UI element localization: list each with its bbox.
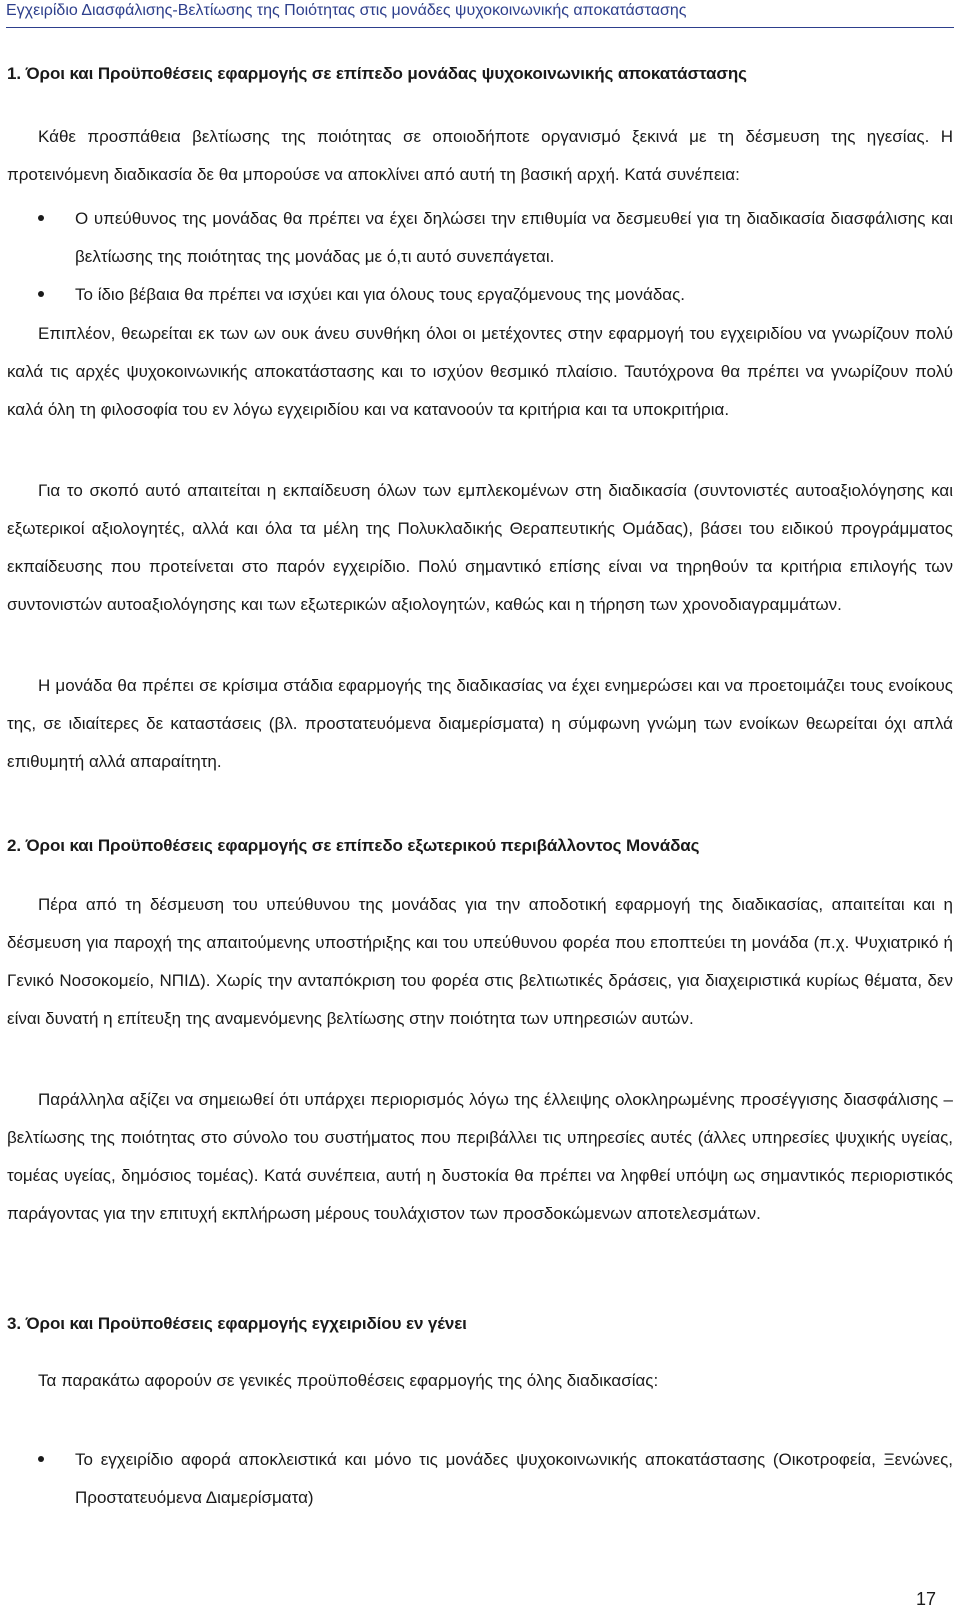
section-1-bullet-list: [7, 200, 953, 314]
section-1-paragraph-3: Για το σκοπό αυτό απαιτείται η εκπαίδευση όλων των εμπλεκομένων στη διαδικασία (συντονιστές αυτοαξιολόγησης και εξωτερικοί αξιολογητές, αλλά και όλα τα μέλη της Πολυκλαδικής Θεραπευτικής Ομάδας), βάσει του ειδικού προγράμματος εκπαίδευσης που προτείνεται στο παρόν εγχειρίδιο. Πολύ σημαντικό επίσης είναι να τηρηθούν τα κριτήρια επιλογής των συντονιστών αυτοαξιολόγησης και των εξωτερικών αξιολογητών, καθώς και η τήρηση των χρονοδιαγραμμάτων.: [7, 481, 953, 614]
section-1-heading: 1. Όροι και Προϋποθέσεις εφαρμογής σε επίπεδο μονάδας ψυχοκοινωνικής αποκατάστασης: [7, 64, 747, 83]
list-item: [7, 276, 953, 314]
list-item: [7, 200, 953, 276]
list-item-text: Το εγχειρίδιο αφορά αποκλειστικά και μόνο τις μονάδες ψυχοκοινωνικής αποκατάστασης (Οικοτροφεία, Ξενώνες, Προστατευόμενα Διαμερίσματα): [75, 1450, 953, 1507]
list-item-text: Το ίδιο βέβαια θα πρέπει να ισχύει και για όλους τους εργαζόμενους της μονάδας.: [75, 285, 686, 304]
section-2-heading: 2. Όροι και Προϋποθέσεις εφαρμογής σε επίπεδο εξωτερικού περιβάλλοντος Μονάδας: [7, 836, 700, 855]
list-item-text: Ο υπεύθυνος της μονάδας θα πρέπει να έχει δηλώσει την επιθυμία να δεσμευθεί για τη διαδικασία διασφάλισης και βελτίωσης της ποιότητας της μονάδας με ό,τι αυτό συνεπάγεται.: [75, 209, 953, 266]
running-header: Εγχειρίδιο Διασφάλισης-Βελτίωσης της Ποιότητας στις μονάδες ψυχοκοινωνικής αποκατάστασης: [6, 2, 687, 19]
section-3-bullet-list: [7, 1441, 953, 1517]
section-3-paragraph-1: Τα παρακάτω αφορούν σε γενικές προϋποθέσεις εφαρμογής της όλης διαδικασίας:: [38, 1371, 659, 1390]
section-1-paragraph-1: Κάθε προσπάθεια βελτίωσης της ποιότητας σε οποιοδήποτε οργανισμό ξεκινά με τη δέσμευση της ηγεσίας. Η προτεινόμενη διαδικασία δε θα μπορούσε να αποκλίνει από αυτή τη βασική αρχή. Κατά συνέπεια:: [7, 127, 953, 184]
section-1-paragraph-2: Επιπλέον, θεωρείται εκ των ων ουκ άνευ συνθήκη όλοι οι μετέχοντες στην εφαρμογή του εγχειριδίου να γνωρίζουν πολύ καλά τις αρχές ψυχοκοινωνικής αποκατάστασης και το ισχύον θεσμικό πλαίσιο. Ταυτόχρονα θα πρέπει να γνωρίζουν πολύ καλά όλη τη φιλοσοφία του εν λόγω εγχειριδίου και να κατανοούν τα κριτήρια και τα υποκριτήρια.: [7, 324, 953, 419]
bullet-icon: [38, 215, 44, 221]
section-2-paragraph-1: Πέρα από τη δέσμευση του υπεύθυνου της μονάδας για την αποδοτική εφαρμογή της διαδικασίας, απαιτείται και η δέσμευση για παροχή της απαιτούμενης υποστήριξης και του υπεύθυνου φορέα που εποπτεύει τη μονάδα (π.χ. Ψυχιατρικό ή Γενικό Νοσοκομείο, ΝΠΙΔ). Χωρίς την ανταπόκριση του φορέα στις βελτιωτικές δράσεις, για διαχειριστικά κυρίως θέματα, δεν είναι δυνατή η επίτευξη της αναμενόμενης βελτίωσης στην ποιότητα των υπηρεσιών αυτών.: [7, 895, 953, 1028]
bullet-icon: [38, 1456, 44, 1462]
section-3-heading: 3. Όροι και Προϋποθέσεις εφαρμογής εγχειριδίου εν γένει: [7, 1314, 467, 1333]
section-1-paragraph-4: Η μονάδα θα πρέπει σε κρίσιμα στάδια εφαρμογής της διαδικασίας να έχει ενημερώσει και να προετοιμάζει τους ενοίκους της, σε ιδιαίτερες δε καταστάσεις (βλ. προστατευόμενα διαμερίσματα) η σύμφωνη γνώμη των ενοίκων θεωρείται όχι απλά επιθυμητή αλλά απαραίτητη.: [7, 676, 953, 771]
list-item: [7, 1441, 953, 1517]
page-number: 17: [915, 1589, 936, 1609]
bullet-icon: [38, 291, 44, 297]
section-2-paragraph-2: Παράλληλα αξίζει να σημειωθεί ότι υπάρχει περιορισμός λόγω της έλλειψης ολοκληρωμένης προσέγγισης διασφάλισης – βελτίωσης της ποιότητας στο σύνολο του συστήματος που περιβάλλει τις υπηρεσίες αυτές (άλλες υπηρεσίες ψυχικής υγείας, τομέας υγείας, δημόσιος τομέας). Κατά συνέπεια, αυτή η δυστοκία θα πρέπει να ληφθεί υπόψη ως σημαντικός περιοριστικός παράγοντας για την επιτυχή εκπλήρωση μέρους τουλάχιστον των προσδοκώμενων αποτελεσμάτων.: [7, 1090, 953, 1223]
header-divider: [6, 27, 954, 28]
